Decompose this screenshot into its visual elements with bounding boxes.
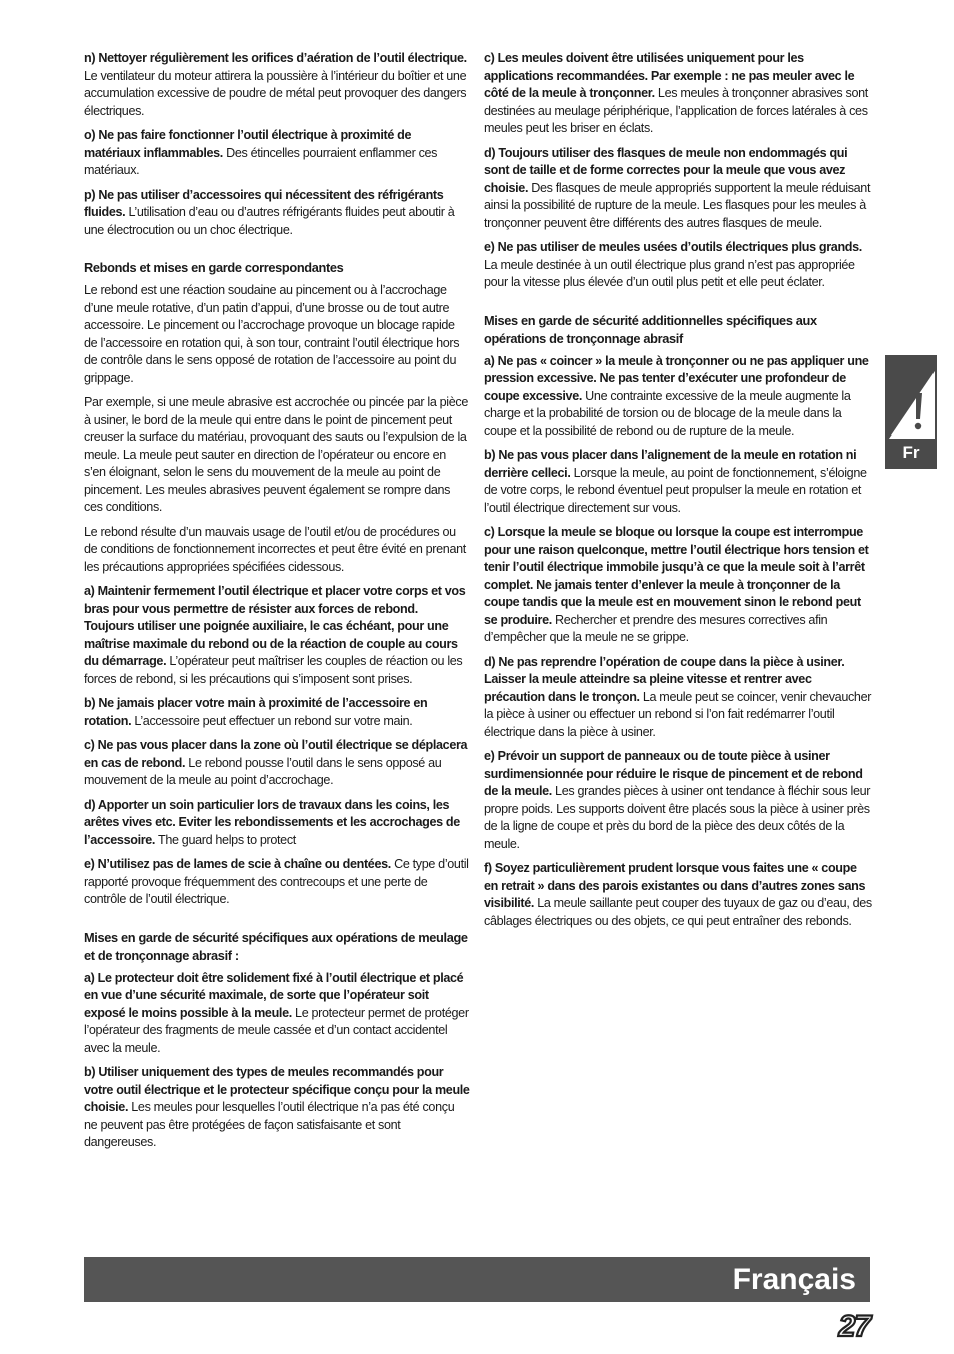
footer-language-bar (84, 1257, 870, 1302)
item-rebond-b: b) Ne jamais placer votre main à proximité de l’accessoire en rotation. L’accessoire peut effectuer un rebond sur votre main. (84, 696, 428, 728)
item-meulage-c: c) Les meules doivent être utilisées uniquement pour les applications recommandées. Par exemple : ne pas meuler avec le côté de la meule à tronçonner. Les meules à tronçonner abrasives sont destinées au meulage périphérique, l’application de forces latérales à ces meules peut les briser en éclats. (484, 51, 868, 135)
paragraph-rebond-3: Le rebond résulte d’un mauvais usage de l’outil et/ou de procédures ou de conditions de fonctionnement incorrectes et peut être évité en prenant les précautions appropriées spécifiées cidessous. (84, 524, 466, 574)
item-rebond-d: d) Apporter un soin particulier lors de travaux dans les coins, les arêtes vives etc. Eviter les rebondissements et les accrochages de l’accessoire. The guard helps to protect (84, 797, 460, 847)
item-rebond-c: c) Ne pas vous placer dans la zone où l’outil électrique se déplacera en cas de rebond. Le rebond pousse l’outil dans le sens opposé au mouvement de la meule au point d’accrochage. (84, 738, 468, 787)
item-tronc-f: f) Soyez particulièrement prudent lorsque vous faites une « coupe en retrait » dans des parois existantes ou dans d’autres zones sans visibilité. La meule saillante peut couper des tuyaux de gaz ou d’eau, des câblages électriques ou des objets, ce qui peut entraîner des rebonds. (484, 861, 872, 928)
item-tronc-b: b) Ne pas vous placer dans l’alignement de la meule en rotation ni derrière celleci. Lorsque la meule, au point de fonctionnement, s’éloigne de votre corps, le rebond éventuel peut propulser la meule en rotation et l’outil électrique directement sur vous. (484, 448, 867, 515)
left-column (84, 50, 470, 1159)
page-number: 27 (838, 1310, 870, 1343)
language-code-label: Fr (902, 443, 920, 462)
heading-tronconnage: Mises en garde de sécurité additionnelles spécifiques aux opérations de tronçonnage abrasif (484, 312, 817, 346)
heading-rebonds: Rebonds et mises en garde correspondantes (84, 260, 344, 275)
footer-language-label: Français (732, 1263, 856, 1296)
item-tronc-c: c) Lorsque la meule se bloque ou lorsque la coupe est interrompue pour une raison quelconque, mettre l’outil électrique hors tension et tenir l’outil électrique immobile jusqu’à ce que la meule soit à l’arrêt complet. Ne jamais tenter d’enlever la meule à tronçonner de la coupe tandis que la meule est en mouvement sinon le rebond peut se produire. Rechercher et prendre des mesures correctives afin d’empêcher que la meule ne se grippe. (484, 525, 869, 644)
item-tronc-a: a) Ne pas « coincer » la meule à tronçonner ou ne pas appliquer une pression excessive. Ne pas tenter d’exécuter une profondeur de coupe excessive. Une contrainte excessive de la meule augmente la charge et la probabilité de torsion ou de blocage de la meule dans la coupe et la possibilité de rebond ou de rupture de la meule. (484, 353, 869, 438)
right-column (484, 50, 872, 937)
item-tronc-e: e) Prévoir un support de panneaux ou de toute pièce à usiner surdimensionnée pour réduire le risque de pincement et de rebond de la meule. Les grandes pièces à usiner ont tendance à fléchir sous leur propre poids. Les supports doivent être placés sous la pièce à usiner près de la ligne de coupe et près du bord de la pièce des deux côtés de la meule. (484, 749, 871, 851)
item-p: p) Ne pas utiliser d’accessoires qui nécessitent des réfrigérants fluides. L’utilisation d’eau ou d’autres réfrigérants fluides peut aboutir à une électrocution ou un choc électrique. (84, 187, 455, 237)
item-tronc-d: d) Ne pas reprendre l’opération de coupe dans la pièce à usiner. Laisser la meule atteindre sa pleine vitesse et rentrer avec précaution dans le tronçon. La meule peut se coincer, venir chevaucher la pièce à usiner ou effectuer un rebond si l’on fait redémarrer l’outil électrique dans la pièce à usiner. (484, 654, 872, 739)
item-meulage-e: e) Ne pas utiliser de meules usées d’outils électriques plus grands. La meule destinée à un outil électrique plus grand n’est pas appropriée pour la vitesse plus élevée d’un outil plus petit et elle peut éclater. (484, 240, 862, 289)
item-rebond-a: a) Maintenir fermement l’outil électrique et placer votre corps et vos bras pour vous permettre de résister aux forces de rebond. Toujours utiliser une poignée auxiliaire, le cas échéant, pour une maîtrise maximale du rebond ou de la réaction de couple au cours du démarrage. L’opérateur peut maîtriser les couples de réaction ou les forces de rebond, si les précautions qui s’imposent sont prises. (84, 584, 466, 686)
item-meulage-d: d) Toujours utiliser des flasques de meule non endommagés qui sont de taille et de forme correctes pour la meule que vous avez choisie. Des flasques de meule appropriés supportent la meule réduisant ainsi la possibilité de rupture de la meule. Les flasques pour les meules à tronçonner peuvent être différents des autres flasques de meule. (484, 145, 871, 230)
item-meulage-b: b) Utiliser uniquement des types de meules recommandés pour votre outil électrique et le protecteur spécifique conçu pour la meule choisie. Les meules pour lesquelles l’outil électrique n’a pas été conçu ne peuvent pas être protégées de façon satisfaisante et sont dangereuses. (84, 1065, 470, 1149)
item-meulage-a: a) Le protecteur doit être solidement fixé à l’outil électrique et placé en vue d’une sécurité maximale, de sorte que l’opérateur soit exposé le moins possible à la meule. Le protecteur permet de protéger l’opérateur des fragments de meule cassée et d’un contact accidentel avec la meule. (84, 970, 469, 1055)
paragraph-rebond-2: Par exemple, si une meule abrasive est accrochée ou pincée par la pièce à usiner, le bord de la meule qui entre dans le point de pincement peut creuser la surface du matériau, provoquant des sauts ou l’expulsion de la meule. La meule peut sauter en direction de l’opérateur ou encore en s’en éloignant, selon le sens du mouvement de la meule au point de pincement. Les meules abrasives peuvent également se rompre dans ces conditions. (84, 395, 468, 514)
language-side-tab (885, 355, 937, 469)
item-rebond-e: e) N’utilisez pas de lames de scie à chaîne ou dentées. Ce type d’outil rapporté provoque fréquemment des contrecoups et une perte de contrôle de l’outil électrique. (84, 857, 469, 906)
item-n: n) Nettoyer régulièrement les orifices d’aération de l’outil électrique. Le ventilateur du moteur attirera la poussière à l’intérieur du boîtier et une accumulation excessive de poudre de métal peut provoquer des dangers électriques. (84, 51, 467, 118)
warning-triangle-icon (885, 363, 937, 443)
heading-meulage: Mises en garde de sécurité spécifiques aux opérations de meulage et de tronçonnage abrasif : (84, 929, 468, 963)
item-o: o) Ne pas faire fonctionner l’outil électrique à proximité de matériaux inflammables. Des étincelles pourraient enflammer ces matériaux. (84, 128, 438, 177)
paragraph-rebond-1: Le rebond est une réaction soudaine au pincement ou à l’accrochage d’une meule rotative, d’un patin d’appui, d’une brosse ou de tout autre accessoire. Le pincement ou l’accrochage provoque un blocage rapide de l’accessoire en rotation qui, à son tour, contraint l’outil électrique hors de contrôle dans le sens opposé de rotation de l’accessoire au point du grippage. (84, 283, 460, 385)
